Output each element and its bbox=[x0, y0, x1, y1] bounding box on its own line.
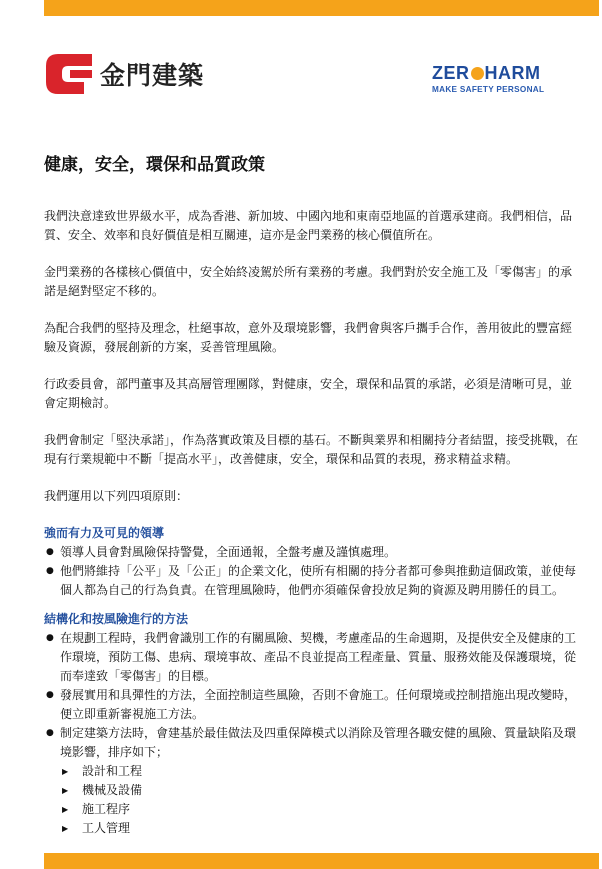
section-heading: 強而有力及可見的領導 bbox=[44, 526, 165, 540]
sub-item: ▶ 工人管理 bbox=[60, 819, 578, 838]
zeroharm-tagline: MAKE SAFETY PERSONAL bbox=[432, 85, 545, 94]
bullet-item: ● 他們將維持「公平」及「公正」的企業文化，使所有相關的持分者都可參與推動這個政策，並使每個人都為自己的行為負責。在管理風險時，他們亦須確保會投放足夠的資源及聘用勝任的員工。 bbox=[44, 562, 578, 600]
sub-item: ▶ 機械及設備 bbox=[60, 781, 578, 800]
bottom-accent-bar bbox=[44, 853, 599, 869]
sub-item: ▶ 設計和工程 bbox=[60, 762, 578, 781]
paragraph: 我們會制定「堅決承諾」，作為落實政策及目標的基石。不斷與業界和相關持分者結盟，接受挑戰，在現有行業規範中不斷「提高水平」，改善健康，安全，環保和品質的表現，務求精益求精。 bbox=[44, 433, 579, 466]
bullet-item: ● 發展實用和具彈性的方法，全面控制這些風險，否則不會施工。任何環境或控制措施出現改變時，便立即重新審視施工方法。 bbox=[44, 686, 578, 724]
paragraph: 我們決意達致世界級水平，成為香港、新加坡、中國內地和東南亞地區的首選承建商。我們相信，品質、安全、效率和良好價值是相互關連，這亦是金門業務的核心價值所在。 bbox=[44, 209, 573, 242]
bullet-list bbox=[44, 543, 578, 600]
page-title: 健康，安全，環保和品質政策 bbox=[44, 155, 265, 175]
company-name: 金門建築 bbox=[100, 61, 205, 90]
paragraph: 金門業務的各樣核心價值中，安全始終凌駕於所有業務的考慮。我們對於安全施工及「零傷害」的承諾是絕對堅定不移的。 bbox=[44, 265, 573, 298]
section-heading: 結構化和按風險進行的方法 bbox=[44, 612, 189, 626]
bullet-item: ● 制定建築方法時，會建基於最佳做法及四重保障模式以消除及管理各職安健的風險、質量缺陷及環境影響，排序如下； bbox=[44, 724, 578, 762]
company-logo-icon bbox=[44, 52, 94, 96]
bullet-list bbox=[44, 629, 578, 762]
paragraph: 為配合我們的堅持及理念，杜絕事故，意外及環境影響，我們會與客戶攜手合作，善用彼此的豐富經驗及資源，發展創新的方案，妥善管理風險。 bbox=[44, 321, 573, 354]
company-logo bbox=[44, 52, 204, 96]
zeroharm-o-icon bbox=[471, 67, 484, 80]
zeroharm-logo-text-1: ZER bbox=[432, 63, 470, 83]
top-accent-bar bbox=[44, 0, 599, 16]
sub-list bbox=[44, 762, 578, 838]
bullet-item: ● 在規劃工程時，我們會識別工作的有關風險、契機，考慮產品的生命週期，及提供安全及健康的工作環境，預防工傷、患病、環境事故、產品不良並提高工程產量、質量、服務效能及保護環境，從而奉達致「零傷害」的目標。 bbox=[44, 629, 578, 686]
section-approach bbox=[44, 610, 578, 838]
sub-item: ▶ 施工程序 bbox=[60, 800, 578, 819]
zeroharm-logo-text-2: HARM bbox=[484, 63, 541, 83]
paragraph: 我們運用以下列四項原則： bbox=[44, 489, 189, 503]
zeroharm-logo bbox=[432, 63, 544, 94]
section-leadership bbox=[44, 524, 578, 600]
policy-body bbox=[44, 207, 578, 848]
paragraph: 行政委員會，部門董事及其高層管理團隊，對健康，安全，環保和品質的承諾，必須是清晰可見，並會定期檢討。 bbox=[44, 377, 573, 410]
bullet-item: ● 領導人員會對風險保持警覺，全面通報，全盤考慮及謹慎處理。 bbox=[44, 543, 578, 562]
